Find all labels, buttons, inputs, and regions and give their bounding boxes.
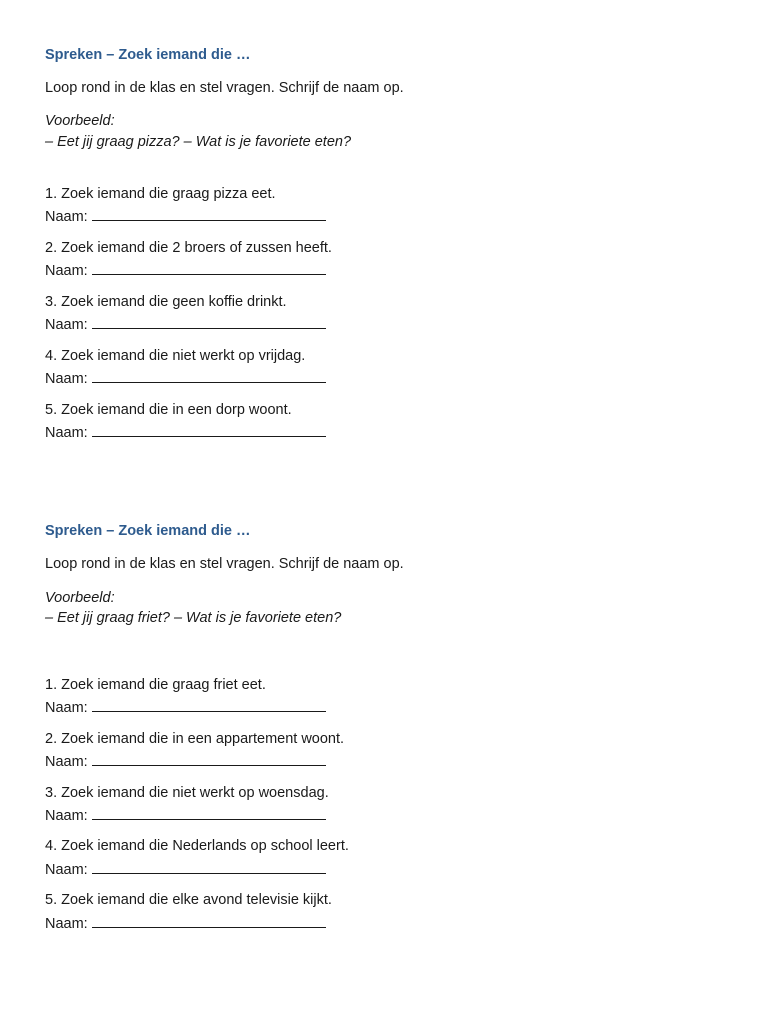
name-blank-line[interactable] [92,206,326,221]
name-label: Naam: [45,425,88,441]
name-blank-line[interactable] [92,368,326,383]
example-label: Voorbeeld: [45,590,115,606]
name-blank-line[interactable] [92,697,326,712]
name-label: Naam: [45,754,88,770]
name-field[interactable] [45,260,326,279]
example-label: Voorbeeld: [45,113,115,129]
question-item: 2. Zoek iemand die in een appartement woont. [45,731,345,747]
name-label: Naam: [45,808,88,824]
section-title: Spreken – Zoek iemand die … [45,523,251,539]
name-label: Naam: [45,916,88,932]
section-intro: Loop rond in de klas en stel vragen. Schrijf de naam op. [45,556,404,572]
question-item: 3. Zoek iemand die niet werkt op woensdag. [45,785,329,801]
name-blank-line[interactable] [92,314,326,329]
name-blank-line[interactable] [92,805,326,820]
name-label: Naam: [45,371,88,387]
section-intro: Loop rond in de klas en stel vragen. Schrijf de naam op. [45,80,404,96]
question-item: 4. Zoek iemand die niet werkt op vrijdag. [45,348,306,364]
name-label: Naam: [45,862,88,878]
name-field[interactable] [45,751,326,770]
question-item: 1. Zoek iemand die graag pizza eet. [45,186,276,202]
name-label: Naam: [45,209,88,225]
example-text: – Eet jij graag pizza? – Wat is je favoriete eten? [45,134,352,150]
name-field[interactable] [45,805,326,824]
name-field[interactable] [45,913,326,932]
name-field[interactable] [45,859,326,878]
name-label: Naam: [45,263,88,279]
question-item: 4. Zoek iemand die Nederlands op school leert. [45,838,349,854]
question-item: 3. Zoek iemand die geen koffie drinkt. [45,294,287,310]
name-blank-line[interactable] [92,913,326,928]
name-blank-line[interactable] [92,859,326,874]
name-field[interactable] [45,368,326,387]
section-title: Spreken – Zoek iemand die … [45,47,251,63]
name-blank-line[interactable] [92,260,326,275]
name-field[interactable] [45,314,326,333]
name-field[interactable] [45,697,326,716]
question-item: 1. Zoek iemand die graag friet eet. [45,677,266,693]
question-item: 2. Zoek iemand die 2 broers of zussen heeft. [45,240,332,256]
name-blank-line[interactable] [92,422,326,437]
question-item: 5. Zoek iemand die in een dorp woont. [45,402,292,418]
name-label: Naam: [45,700,88,716]
question-item: 5. Zoek iemand die elke avond televisie kijkt. [45,892,332,908]
example-text: – Eet jij graag friet? – Wat is je favoriete eten? [45,610,342,626]
name-field[interactable] [45,422,326,441]
name-field[interactable] [45,206,326,225]
name-label: Naam: [45,317,88,333]
name-blank-line[interactable] [92,751,326,766]
